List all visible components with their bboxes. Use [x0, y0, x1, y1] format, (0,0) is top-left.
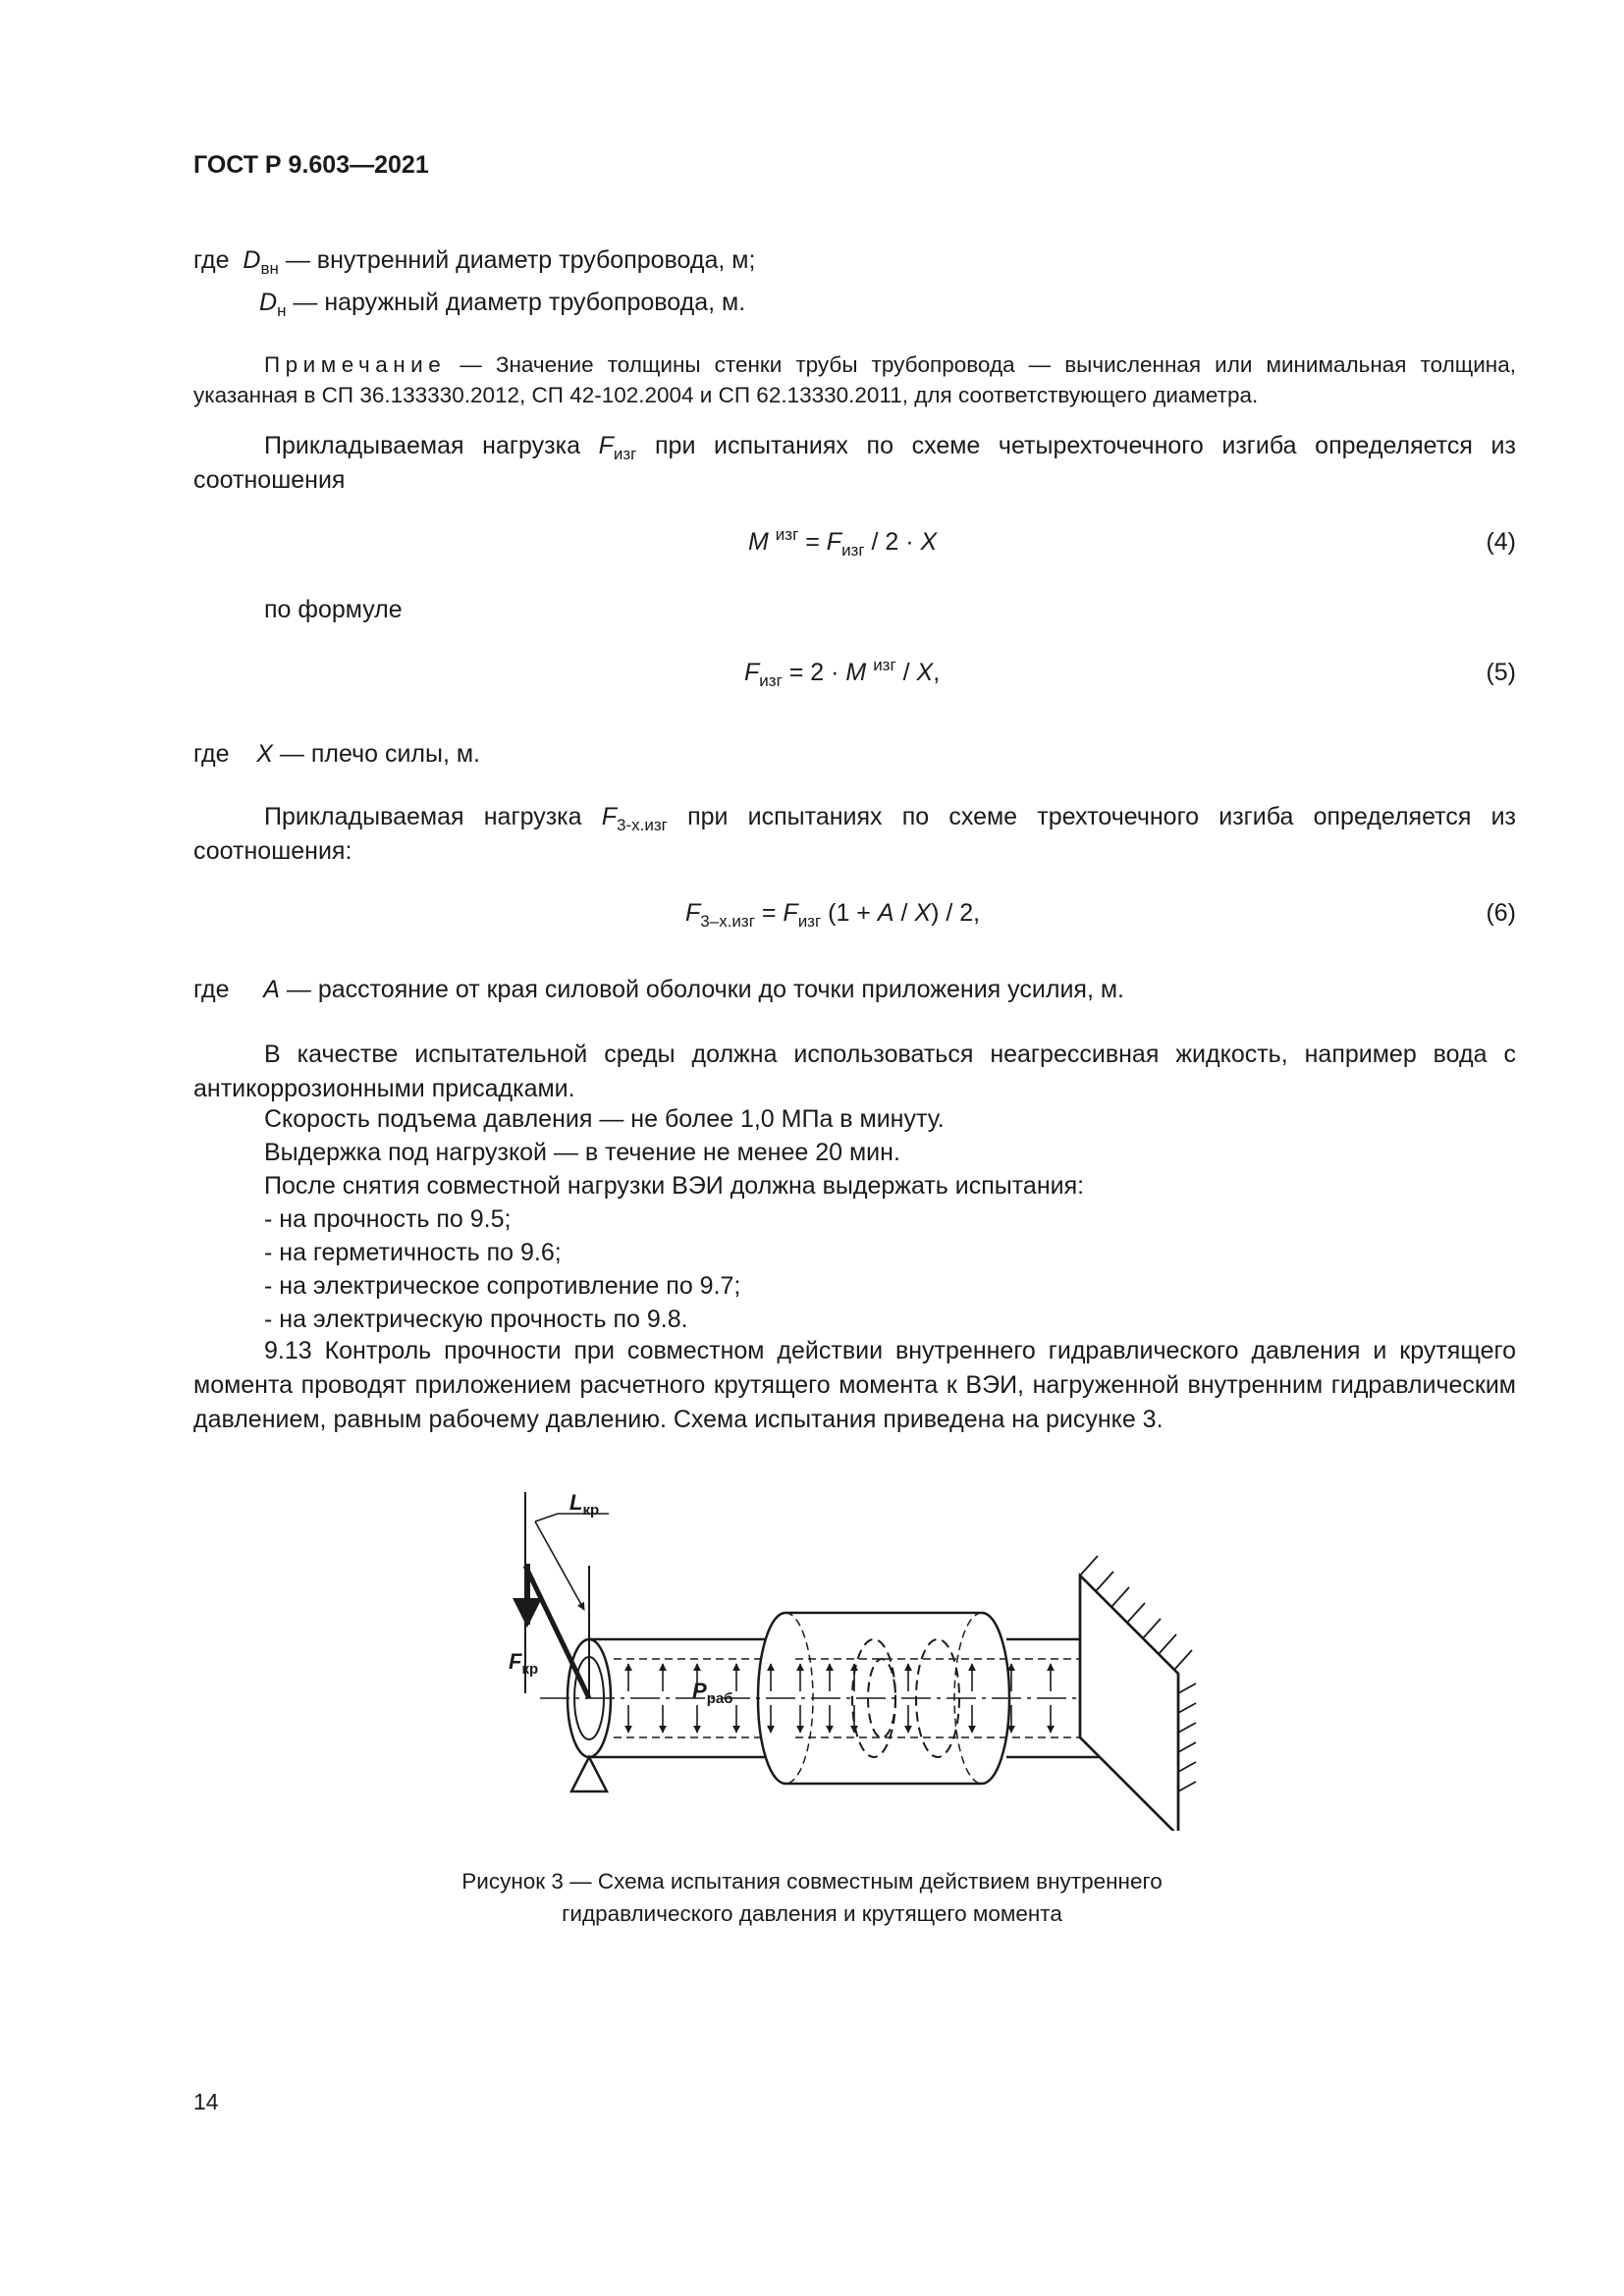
fixed-wall-support: [1080, 1556, 1196, 1831]
pin-support-triangle: [571, 1757, 607, 1791]
definition-x-text: — плечо силы, м.: [272, 740, 480, 768]
note-paragraph: [193, 349, 1516, 410]
subscript-izg: изг: [841, 541, 865, 560]
list-item: - на герметичность по 9.6;: [264, 1239, 562, 1266]
line-after-load: После снятия совместной нагрузки ВЭИ должна выдержать испытания:: [264, 1172, 1085, 1200]
symbol-x: X: [920, 528, 938, 556]
symbol-x: X: [914, 899, 932, 927]
note-label: Примечание: [264, 352, 447, 377]
symbol-d: D: [243, 246, 261, 274]
subscript-3x-izg: 3-х.изг: [617, 816, 668, 834]
page-number: 14: [193, 2089, 219, 2114]
list-item: - на прочность по 9.5;: [264, 1205, 512, 1233]
text-run: = 2 ·: [782, 659, 846, 686]
definition-x: [193, 737, 480, 771]
superscript-izg: изг: [775, 525, 799, 544]
paragraph-test-medium: В качестве испытательной среды должна использоваться неагрессивная жидкость, например вода с антикоррозионными присадками.: [193, 1041, 1516, 1102]
symbol-f: F: [826, 528, 842, 556]
symbol-a: A: [263, 976, 280, 1003]
superscript-izg: изг: [873, 656, 896, 674]
symbol-x: X: [256, 740, 273, 768]
text-run: /: [895, 659, 917, 686]
definition-inner-diameter: [193, 243, 755, 277]
subscript-izg: изг: [613, 445, 637, 463]
symbol-m: M: [845, 659, 867, 686]
paragraph-9-13: 9.13 Контроль прочности при совместном действии внутреннего гидравлического давления и крутящего момента проводят приложением расчетного крутящего момента к ВЭИ, нагруженной внутренним гидравлическим давлением, равным рабочему давлению. Схема испытания приведена на рисунке 3.: [193, 1337, 1516, 1433]
label-l-kr: $L_{кр}$: [569, 1490, 600, 1519]
figure-caption-line-2: гидравлического давления и крутящего момента: [562, 1901, 1062, 1926]
equation-number-5: (5): [1486, 659, 1516, 686]
definition-a-text: — расстояние от края силовой оболочки до точки приложения усилия, м.: [279, 976, 1124, 1003]
document-code-header: ГОСТ Р 9.603—2021: [193, 151, 429, 179]
text-run: Прикладываемая нагрузка: [264, 432, 599, 459]
text-run: при испытаниях по схеме четырехточечного изгиба определяется из соотношения: [193, 432, 1516, 494]
equation-number-6: (6): [1486, 899, 1516, 927]
symbol-f: F: [744, 659, 760, 686]
label-p-rab: $P_{раб}$: [692, 1679, 733, 1707]
paragraph-three-point-load: [193, 800, 1516, 869]
text-run: Прикладываемая нагрузка: [264, 803, 602, 830]
definition-a: [193, 973, 1124, 1006]
label-f-kr: $F_{кр}$: [509, 1649, 539, 1678]
text-run: =: [754, 899, 784, 927]
text-run: =: [798, 528, 827, 556]
subscript-izg: изг: [797, 912, 822, 931]
torque-test-diagram: [491, 1477, 1218, 1831]
text-run: ) / 2,: [931, 899, 981, 927]
where-word: где: [193, 246, 230, 274]
equation-number-4: (4): [1486, 528, 1516, 556]
symbol-m: M: [748, 528, 769, 556]
text-run: ,: [933, 659, 941, 686]
paragraph-bending-load: [193, 429, 1516, 498]
text-run: при испытаниях по схеме трехточечного изгиба определяется из соотношения:: [193, 803, 1516, 865]
definition-vn-text: — внутренний диаметр трубопровода, м;: [278, 246, 756, 274]
symbol-d: D: [259, 289, 278, 316]
list-item: - на электрическую прочность по 9.8.: [264, 1306, 688, 1333]
where-word: где: [193, 976, 230, 1003]
by-formula-text: по формуле: [264, 596, 403, 623]
list-item: - на электрическое сопротивление по 9.7;: [264, 1272, 741, 1300]
line-pressure-speed: Скорость подъема давления — не более 1,0 МПа в минуту.: [264, 1105, 945, 1133]
text-run: /: [893, 899, 915, 927]
subscript-n: н: [277, 301, 287, 320]
text-run: / 2 ·: [864, 528, 921, 556]
where-word: где: [193, 740, 230, 768]
equation-4: [748, 525, 938, 560]
subscript-3x-izg: 3–х.изг: [700, 912, 755, 931]
equation-6: [685, 899, 981, 931]
figure-caption-line-1: Рисунок 3 — Схема испытания совместным действием внутреннего: [461, 1869, 1163, 1894]
symbol-f: F: [783, 899, 798, 927]
text-run: (1 +: [821, 899, 878, 927]
symbol-f: F: [598, 432, 614, 459]
symbol-a: A: [877, 899, 894, 927]
definition-n-text: — наружный диаметр трубопровода, м.: [286, 289, 746, 316]
note-text: — Значение толщины стенки трубы трубопровода — вычисленная или минимальная толщина, указанная в СП 36.133330.2012, СП 42-102.2004 и СП 62.13330.2011, для соответствующего диаметра.: [193, 352, 1516, 407]
subscript-vn: вн: [260, 259, 279, 278]
symbol-f: F: [685, 899, 701, 927]
equation-5: [744, 656, 941, 690]
definition-outer-diameter: [259, 286, 745, 319]
line-hold-time: Выдержка под нагрузкой — в течение не менее 20 мин.: [264, 1139, 900, 1166]
symbol-f: F: [601, 803, 618, 830]
symbol-x: X: [916, 659, 934, 686]
subscript-izg: изг: [759, 671, 783, 690]
